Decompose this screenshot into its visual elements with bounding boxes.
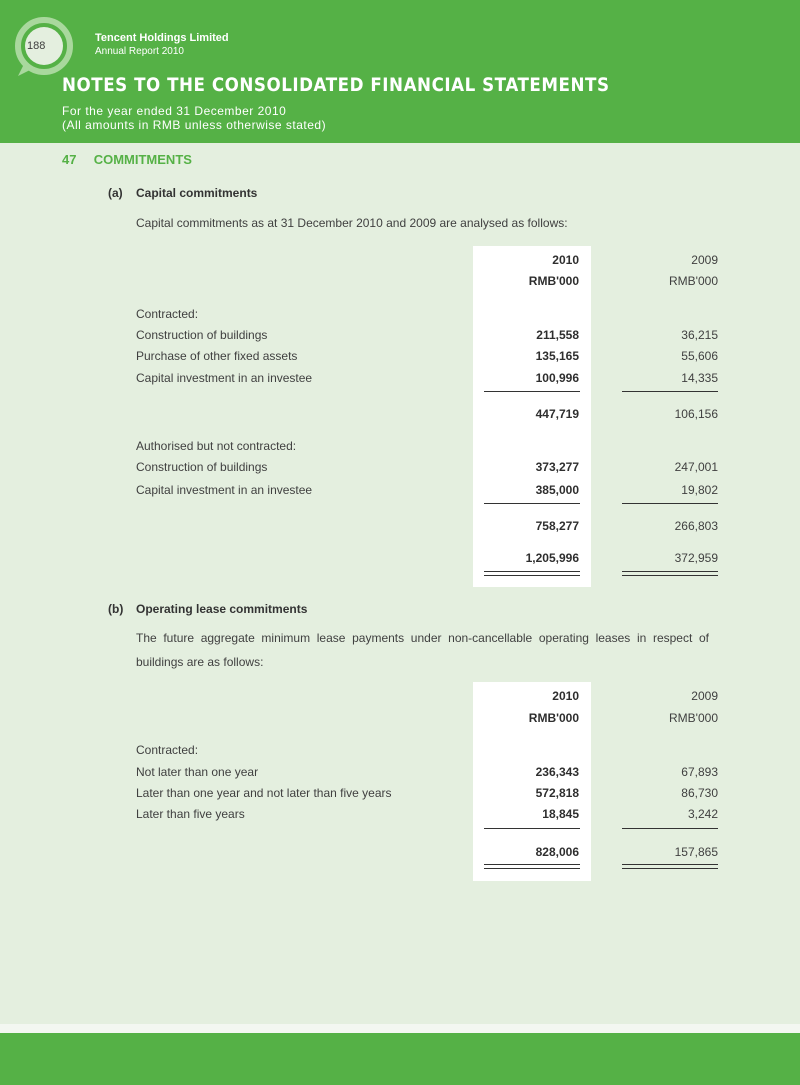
table-row-label: Later than one year and not later than five years xyxy=(136,786,392,800)
total-double-rule xyxy=(484,868,580,869)
table-cell-2009: 19,802 xyxy=(681,483,718,497)
table-cell-2010: 18,845 xyxy=(542,807,579,821)
section-title xyxy=(62,152,192,167)
lease-intro xyxy=(136,626,709,674)
capital-total-2009: 372,959 xyxy=(674,551,718,565)
page-footer xyxy=(0,1033,800,1085)
subtitle-line-2: (All amounts in RMB unless otherwise stated) xyxy=(62,118,327,132)
report-name: Annual Report 2010 xyxy=(95,46,184,57)
table-cell-2009: 67,893 xyxy=(681,765,718,779)
capital-authorised-label: Authorised but not contracted: xyxy=(136,439,297,453)
total-double-rule xyxy=(622,575,718,576)
table-cell-2009: 86,730 xyxy=(681,786,718,800)
subtotal-rule xyxy=(622,828,718,829)
total-double-rule xyxy=(622,868,718,869)
table-row-label: Capital investment in an investee xyxy=(136,483,313,497)
capital-col-year-2010: 2010 xyxy=(552,253,579,267)
capital-total-2010: 1,205,996 xyxy=(525,551,579,565)
capital-col-unit-2010: RMB'000 xyxy=(528,274,579,288)
lease-col-year-2009: 2009 xyxy=(691,689,718,703)
table-row-label: Purchase of other fixed assets xyxy=(136,349,298,363)
table-cell-2010: 373,277 xyxy=(535,460,579,474)
subtitle-line-1: For the year ended 31 December 2010 xyxy=(62,104,287,118)
lease-total-2009: 157,865 xyxy=(674,845,718,859)
subtotal-rule xyxy=(484,828,580,829)
page-number: 188 xyxy=(27,40,46,52)
table-cell-2010: 100,996 xyxy=(535,371,579,385)
section-heading: COMMITMENTS xyxy=(93,152,192,167)
subtotal-rule xyxy=(484,391,580,392)
capital-col-year-2009: 2009 xyxy=(691,253,718,267)
lease-total-2010: 828,006 xyxy=(535,845,579,859)
subtotal-rule xyxy=(622,503,718,504)
capital-label: (a) xyxy=(108,186,123,200)
table-cell-2010: 211,558 xyxy=(536,328,579,342)
table-cell-2009: 247,001 xyxy=(674,460,718,474)
section-number: 47 xyxy=(62,152,77,167)
table-row-label: Not later than one year xyxy=(136,765,259,779)
lease-contracted-label: Contracted: xyxy=(136,743,199,757)
capital-col-unit-2009: RMB'000 xyxy=(669,274,718,288)
table-cell-2010: 572,818 xyxy=(535,786,579,800)
lease-intro-line-1: The future aggregate minimum lease payments under non-cancellable operating leases in respect of xyxy=(136,631,709,645)
table-cell-2009: 55,606 xyxy=(681,349,718,363)
lease-intro-line-2: buildings are as follows: xyxy=(136,655,264,669)
lease-col-unit-2009: RMB'000 xyxy=(669,711,718,725)
capital-authorised-subtotal-2010: 758,277 xyxy=(535,519,579,533)
table-cell-2009: 14,335 xyxy=(681,371,718,385)
table-cell-2009: 36,215 xyxy=(681,328,718,342)
subtotal-rule xyxy=(484,503,580,504)
capital-contracted-label: Contracted: xyxy=(136,307,199,321)
capital-authorised-subtotal-2009: 266,803 xyxy=(674,519,718,533)
capital-intro: Capital commitments as at 31 December 2010 and 2009 are analysed as follows: xyxy=(136,216,568,230)
company-name: Tencent Holdings Limited xyxy=(95,32,229,44)
total-double-rule xyxy=(622,571,718,572)
capital-heading: Capital commitments xyxy=(136,186,258,200)
subtotal-rule xyxy=(622,391,718,392)
table-row-label: Construction of buildings xyxy=(136,328,268,342)
table-cell-2009: 3,242 xyxy=(687,807,718,821)
capital-contracted-subtotal-2010: 447,719 xyxy=(535,407,579,421)
table-cell-2010: 135,165 xyxy=(535,349,579,363)
lease-label: (b) xyxy=(108,602,124,616)
total-double-rule xyxy=(622,864,718,865)
table-row-label: Construction of buildings xyxy=(136,460,268,474)
page-title: NOTES TO THE CONSOLIDATED FINANCIAL STATEMENTS xyxy=(62,74,610,96)
page-header xyxy=(0,0,800,143)
capital-contracted-subtotal-2009: 106,156 xyxy=(674,407,718,421)
page-subtitle xyxy=(62,104,326,132)
total-double-rule xyxy=(484,575,580,576)
table-cell-2010: 236,343 xyxy=(535,765,579,779)
lease-col-unit-2010: RMB'000 xyxy=(528,711,579,725)
total-double-rule xyxy=(484,864,580,865)
table-row-label: Later than five years xyxy=(136,807,245,821)
lease-col-year-2010: 2010 xyxy=(552,689,579,703)
table-row-label: Capital investment in an investee xyxy=(136,371,313,385)
total-double-rule xyxy=(484,571,580,572)
lease-heading: Operating lease commitments xyxy=(136,602,308,616)
table-cell-2010: 385,000 xyxy=(535,483,579,497)
footer-band xyxy=(0,1024,800,1033)
